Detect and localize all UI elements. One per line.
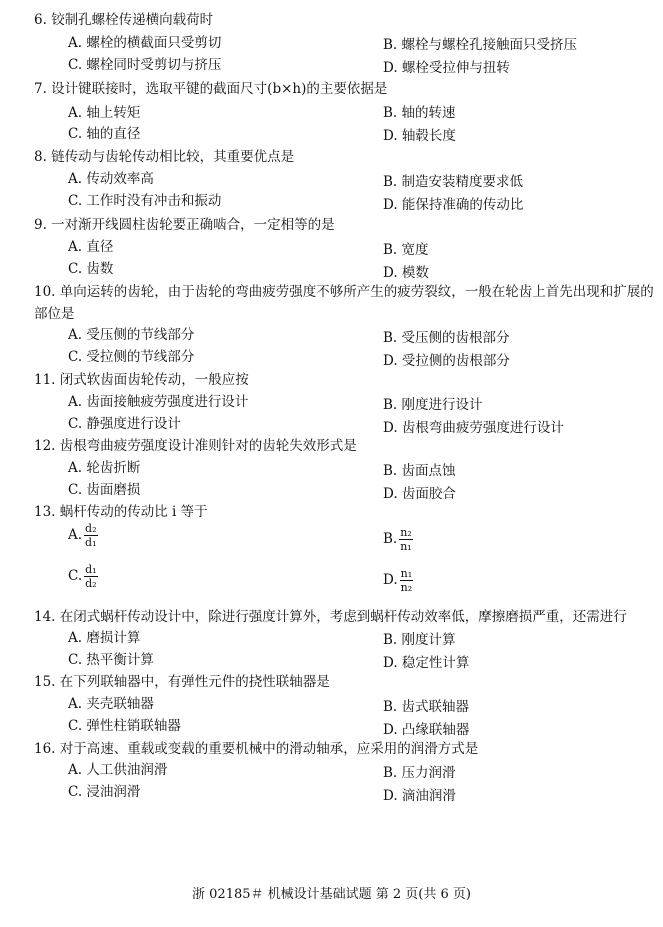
option-letter: B. (383, 531, 398, 547)
fraction-denominator: n₁ (400, 540, 412, 553)
question-9-option-d: D. 模数 (383, 265, 429, 281)
question-16-option-a: A. 人工供油润滑 (68, 762, 168, 778)
question-6-stem: 6. 铰制孔螺栓传递横向载荷时 (34, 12, 214, 28)
question-13-option-c (68, 563, 98, 590)
fraction-numerator: n₁ (400, 567, 413, 580)
question-8-option-b: B. 制造安装精度要求低 (383, 174, 524, 190)
fraction (400, 567, 414, 594)
question-8-option-c: C. 工作时没有冲击和振动 (68, 193, 222, 209)
question-14-stem: 14. 在闭式蜗杆传动设计中，除进行强度计算外，考虑到蜗杆传动效率低，摩擦磨损严重，还需进行 (34, 609, 627, 625)
question-13-option-d (383, 567, 413, 594)
question-14-option-a: A. 磨损计算 (68, 630, 141, 646)
option-letter: D. (383, 572, 398, 588)
question-15-option-b: B. 齿式联轴器 (383, 699, 470, 715)
question-6-option-c: C. 螺栓同时受剪切与挤压 (68, 57, 222, 73)
question-11-option-a: A. 齿面接触疲劳强度进行设计 (68, 394, 249, 410)
question-12-option-a: A. 轮齿折断 (68, 460, 141, 476)
question-13-option-b (383, 526, 413, 553)
question-10-option-b: B. 受压侧的齿根部分 (383, 330, 510, 346)
question-12-option-b: B. 齿面点蚀 (383, 463, 456, 479)
question-14-option-c: C. 热平衡计算 (68, 652, 154, 668)
fraction-numerator: d₁ (85, 563, 97, 576)
question-12-stem: 12. 齿根弯曲疲劳强度设计准则针对的齿轮失效形式是 (34, 438, 357, 454)
question-15-option-c: C. 弹性柱销联轴器 (68, 718, 181, 734)
option-letter: C. (68, 568, 83, 584)
question-9-option-a: A. 直径 (68, 239, 114, 255)
question-8-option-d: D. 能保持准确的传动比 (383, 197, 524, 213)
question-7-option-c: C. 轴的直径 (68, 126, 141, 142)
question-16-option-c: C. 浸油润滑 (68, 784, 141, 800)
question-12-option-d: D. 齿面胶合 (383, 486, 456, 502)
question-10-option-c: C. 受拉侧的节线部分 (68, 349, 195, 365)
fraction-denominator: d₁ (85, 536, 97, 549)
question-16-option-d: D. 滴油润滑 (383, 788, 456, 804)
fraction (399, 526, 413, 553)
fraction-denominator: d₂ (85, 577, 97, 590)
question-15-option-a: A. 夹壳联轴器 (68, 696, 154, 712)
question-10-option-a: A. 受压侧的节线部分 (68, 327, 195, 343)
question-13-stem: 13. 蜗杆传动的传动比 i 等于 (34, 504, 208, 520)
question-6-option-d: D. 螺栓受拉伸与扭转 (383, 60, 510, 76)
fraction-denominator: n₂ (400, 581, 413, 594)
question-6-option-a: A. 螺栓的横截面只受剪切 (68, 35, 222, 51)
fraction-numerator: n₂ (400, 526, 412, 539)
question-11-stem: 11. 闭式软齿面齿轮传动，一般应按 (34, 372, 249, 388)
question-7-option-b: B. 轴的转速 (383, 105, 456, 121)
question-13-option-a (68, 522, 98, 549)
question-11-option-c: C. 静强度进行设计 (68, 416, 181, 432)
question-16-stem: 16. 对于高速、重载或变载的重要机械中的滑动轴承，应采用的润滑方式是 (34, 741, 479, 757)
option-letter: A. (68, 527, 83, 543)
question-9-option-b: B. 宽度 (383, 242, 429, 258)
question-10-option-d: D. 受拉侧的齿根部分 (383, 353, 510, 369)
question-7-option-a: A. 轴上转矩 (68, 105, 141, 121)
question-6-option-b: B. 螺栓与螺栓孔接触面只受挤压 (383, 37, 578, 53)
question-15-option-d: D. 凸缘联轴器 (383, 722, 470, 738)
question-7-stem: 7. 设计键联接时，选取平键的截面尺寸(b×h)的主要依据是 (34, 81, 388, 97)
question-8-option-a: A. 传动效率高 (68, 171, 154, 187)
question-15-stem: 15. 在下列联轴器中，有弹性元件的挠性联轴器是 (34, 674, 330, 690)
question-9-option-c: C. 齿数 (68, 261, 114, 277)
fraction (84, 522, 97, 549)
question-10-stem: 10. 单向运转的齿轮，由于齿轮的弯曲疲劳强度不够所产生的疲劳裂纹，一般在轮齿上首先出现和扩展的部位是 (34, 284, 654, 322)
fraction-numerator: d₂ (85, 522, 97, 535)
question-8-stem: 8. 链传动与齿轮传动相比较，其重要优点是 (34, 149, 295, 165)
question-14-option-d: D. 稳定性计算 (383, 655, 470, 671)
question-9-stem: 9. 一对渐开线圆柱齿轮要正确啮合，一定相等的是 (34, 217, 335, 233)
question-14-option-b: B. 刚度计算 (383, 632, 456, 648)
question-7-option-d: D. 轴毂长度 (383, 128, 456, 144)
question-11-option-d: D. 齿根弯曲疲劳强度进行设计 (383, 420, 564, 436)
question-16-option-b: B. 压力润滑 (383, 765, 456, 781)
fraction (84, 563, 97, 590)
question-12-option-c: C. 齿面磨损 (68, 482, 141, 498)
question-11-option-b: B. 刚度进行设计 (383, 397, 483, 413)
page-footer: 浙 02185＃ 机械设计基础试题 第 2 页(共 6 页) (192, 887, 471, 902)
